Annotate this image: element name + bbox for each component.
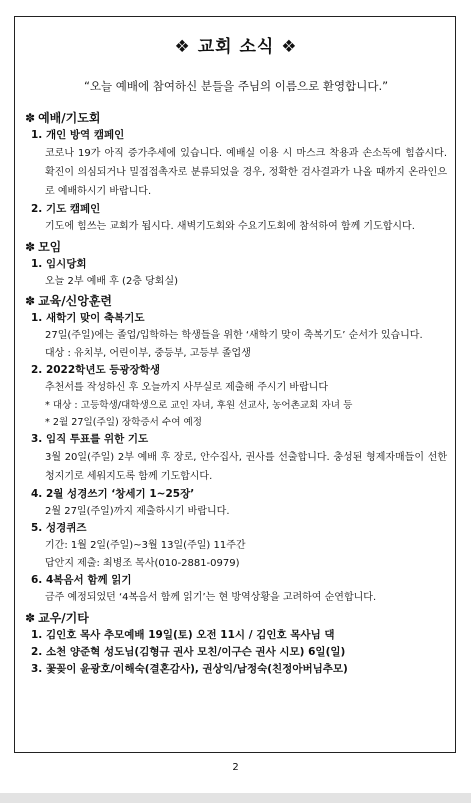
list-item	[31, 572, 447, 607]
section-heading: 교육/신앙훈련	[38, 294, 112, 308]
bottom-bar	[0, 793, 471, 803]
list-item	[31, 127, 447, 201]
item-line: 27일(주일)에는 졸업/입학하는 학생들을 위한 ‘새학기 맞이 축복기도’ 순서가 있습니다.	[45, 330, 423, 341]
list-item	[31, 201, 447, 236]
item-title: 3. 꽃꽂이 윤광호/이해숙(결혼감사), 권상익/남정숙(친정아버님추모)	[31, 662, 348, 675]
page-title: ❖ 교회 소식 ❖	[174, 37, 298, 57]
item-bullet: * 2월 27일(주일) 장학증서 수여 예정	[45, 416, 203, 428]
item-line: 추천서를 작성하신 후 오늘까지 사무실로 제출해 주시기 바랍니다	[45, 382, 329, 393]
section-education	[25, 292, 447, 607]
item-line: 기도에 힘쓰는 교회가 됩시다. 새벽기도회와 수요기도회에 참석하여 함께 기도합시다.	[45, 221, 415, 232]
page-number: 2	[232, 762, 239, 773]
list-item	[31, 362, 447, 431]
list-item	[31, 644, 447, 661]
list-item	[31, 661, 447, 678]
list-item	[31, 486, 447, 521]
news-frame	[14, 16, 456, 753]
item-title: 1. 개인 방역 캠페인	[31, 129, 125, 141]
star-icon: ✽	[25, 610, 36, 625]
list-item	[31, 256, 447, 291]
welcome-message: “오늘 예배에 참여하신 분들을 주님의 이름으로 환영합니다.”	[83, 79, 389, 93]
item-paragraph: 코로나 19가 아직 증가추세에 있습니다. 예배실 이용 시 마스크 착용과 손소독에 힘씁시다. 확진이 의심되거나 밀접접촉자로 분류되었을 경우, 정확한 검사결과가 나올 때까지 온라인으로 예배하시기 바랍니다.	[45, 148, 447, 197]
star-icon: ✽	[25, 111, 36, 125]
list-item	[31, 520, 447, 572]
section-heading: 예배/기도회	[38, 111, 101, 125]
item-line: 오늘 2부 예배 후 (2층 당회실)	[45, 275, 179, 287]
item-bullet: * 대상 : 고등학생/대학생으로 교인 자녀, 후원 선교사, 농어촌교회 자녀 등	[45, 399, 353, 411]
item-line: 기간: 1월 2일(주일)~3월 13일(주일) 11주간	[45, 540, 246, 551]
item-line: 금주 예정되었던 ‘4복음서 함께 읽기’는 현 방역상황을 고려하여 순연합니다.	[45, 592, 377, 603]
item-title: 6. 4복음서 함께 읽기	[31, 574, 132, 586]
item-title: 1. 임시당회	[31, 257, 87, 270]
item-title: 4. 2월 성경쓰기 ‘창세기 1~25장’	[31, 487, 195, 500]
list-item	[31, 431, 447, 486]
item-title: 2. 기도 캠페인	[31, 203, 101, 215]
section-heading: 모임	[38, 239, 62, 254]
item-title: 1. 김인호 목사 추모예배 19일(토) 오전 11시 / 김인호 목사님 댁	[31, 628, 335, 641]
list-item	[31, 627, 447, 644]
item-title: 3. 임직 투표를 위한 기도	[31, 432, 149, 445]
section-worship	[25, 109, 447, 236]
section-members	[25, 609, 447, 678]
item-title: 1. 새학기 맞이 축복기도	[31, 312, 145, 324]
section-meetings	[25, 238, 447, 291]
item-line: 답안지 제출: 최병조 목사(010-2881-0979)	[45, 557, 240, 569]
item-title: 2. 2022학년도 등광장학생	[31, 364, 160, 376]
item-line: 2월 27일(주일)까지 제출하시기 바랍니다.	[45, 505, 230, 517]
item-paragraph: 3월 20일(주일) 2부 예배 후 장로, 안수집사, 권사를 선출합니다. 충성된 형제자매들이 선한 청지기로 세워지도록 함께 기도합시다.	[45, 451, 447, 482]
list-item	[31, 310, 447, 362]
section-heading: 교우/기타	[38, 610, 89, 625]
item-line: 대상 : 유치부, 어린이부, 중등부, 고등부 졸업생	[45, 347, 251, 359]
star-icon: ✽	[25, 239, 36, 254]
item-title: 2. 소천 양준혁 성도님(김형규 권사 모친/이구슨 권사 시모) 6일(일)	[31, 645, 346, 658]
item-title: 5. 성경퀴즈	[31, 522, 87, 534]
star-icon: ✽	[25, 294, 36, 308]
